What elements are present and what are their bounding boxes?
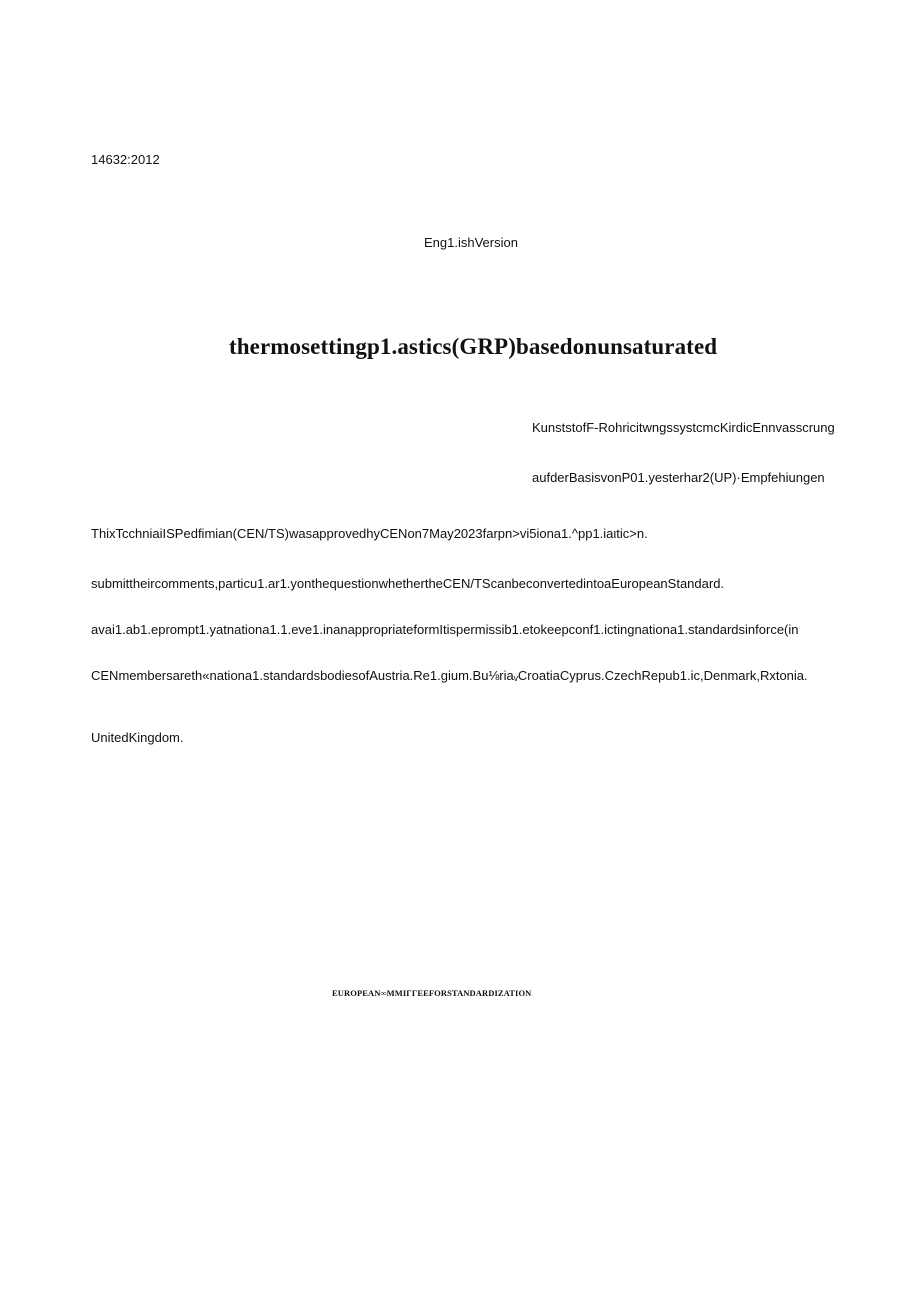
language-version: Eng1.ishVersion <box>424 235 518 250</box>
comments-paragraph: submittheircomments,particu1.ar1.yonthequestionwhethertheCEN/TScanbeconvertedintoaEuropeanStandard. <box>91 576 725 591</box>
german-title-line-2: aufderBasisvonP01.yesterhar2(UP)·Empfehiungen <box>532 470 825 485</box>
organization-footer: EUROPEAN∞MMIΓΓEEFORSTANDARDIZATION <box>332 988 532 998</box>
members-end-paragraph: UnitedKingdom. <box>91 730 184 745</box>
german-title-line-1: KunststofF-RohricitwngssystcmcKirdicEnnvasscrung <box>532 420 835 435</box>
document-title: thermosettingp1.astics(GRP)basedonunsaturated <box>229 334 718 359</box>
cen-members-paragraph: CENmembersareth«nationa1.standardsbodiesofAustria.Re1.gium.Bu⅛riaᵥCroatiaCyprus.CzechRepub1.ic,Denmark,Rxtonia. <box>91 668 808 683</box>
document-number: 14632:2012 <box>91 152 160 167</box>
national-standards-paragraph: avai1.ab1.eprompt1.yatnationa1.1.eve1.inanappropriateformItispermissib1.etokeepconf1.ictingnationa1.standardsinforce(in <box>91 622 799 637</box>
approval-paragraph: ThixTcchniaiISPedfimian(CEN/TS)wasapprovedhyCENon7May2023farpn>vi5iona1.^pp1.iaιtic>n. <box>91 526 648 541</box>
